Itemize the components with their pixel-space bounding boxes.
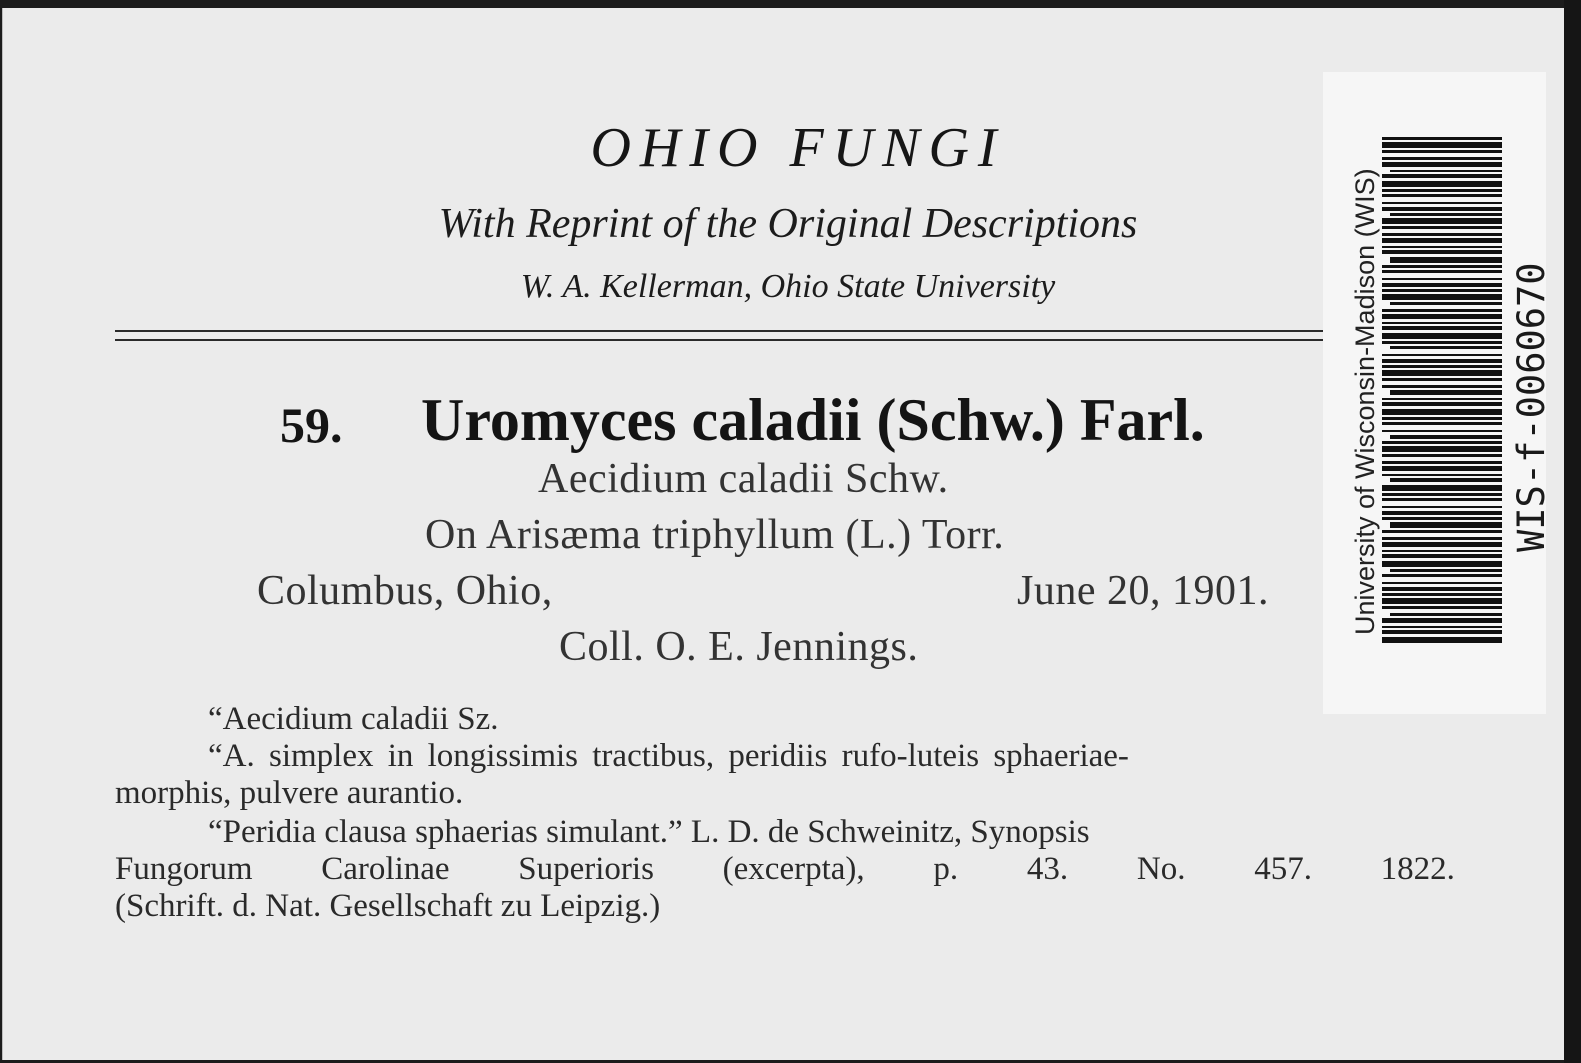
catalog-number: WIS-f-0060670 bbox=[1510, 262, 1553, 552]
host: On Arisæma triphyllum (L.) Torr. bbox=[425, 512, 1005, 558]
synonym: Aecidium caladii Schw. bbox=[538, 456, 949, 502]
card-author: W. A. Kellerman, Ohio State University bbox=[520, 268, 1056, 305]
scan-edge bbox=[1564, 0, 1581, 1063]
collection-date: June 20, 1901. bbox=[1017, 568, 1269, 614]
description-word: Carolinae bbox=[321, 851, 450, 887]
description-word: 43. bbox=[1026, 851, 1069, 887]
institution-label: University of Wisconsin-Madison (WIS) bbox=[1350, 168, 1380, 635]
double-rule-bottom bbox=[115, 339, 1337, 341]
description-word: Fungorum bbox=[115, 851, 253, 887]
description-line: “A. simplex in longissimis tractibus, peridiis rufo-luteis sphaeriae- bbox=[208, 738, 1129, 774]
description-word: 457. bbox=[1254, 851, 1312, 887]
description-line: “Peridia clausa sphaerias simulant.” L. D. de Schweinitz, Synopsis bbox=[208, 814, 1090, 850]
description-word: 1822. bbox=[1380, 851, 1455, 887]
description-line: morphis, pulvere aurantio. bbox=[115, 775, 464, 811]
description-line: (Schrift. d. Nat. Gesellschaft zu Leipzig.) bbox=[115, 888, 661, 924]
double-rule-top bbox=[115, 330, 1337, 332]
card-title: OHIO FUNGI bbox=[590, 117, 1006, 179]
description-word: p. bbox=[933, 851, 959, 887]
locality: Columbus, Ohio, bbox=[257, 568, 553, 614]
description-word: Superioris bbox=[518, 851, 654, 887]
barcode-icon bbox=[1382, 137, 1502, 647]
description-word: No. bbox=[1136, 851, 1186, 887]
description-line: “Aecidium caladii Sz. bbox=[208, 701, 499, 737]
species-name: Uromyces caladii (Schw.) Farl. bbox=[421, 387, 1205, 453]
specimen-number: 59. bbox=[280, 397, 343, 453]
description-line-justified bbox=[115, 851, 1455, 888]
description-word: (excerpta), bbox=[722, 851, 865, 887]
card-subtitle: With Reprint of the Original Descriptions bbox=[438, 201, 1138, 247]
collector: Coll. O. E. Jennings. bbox=[559, 624, 919, 670]
